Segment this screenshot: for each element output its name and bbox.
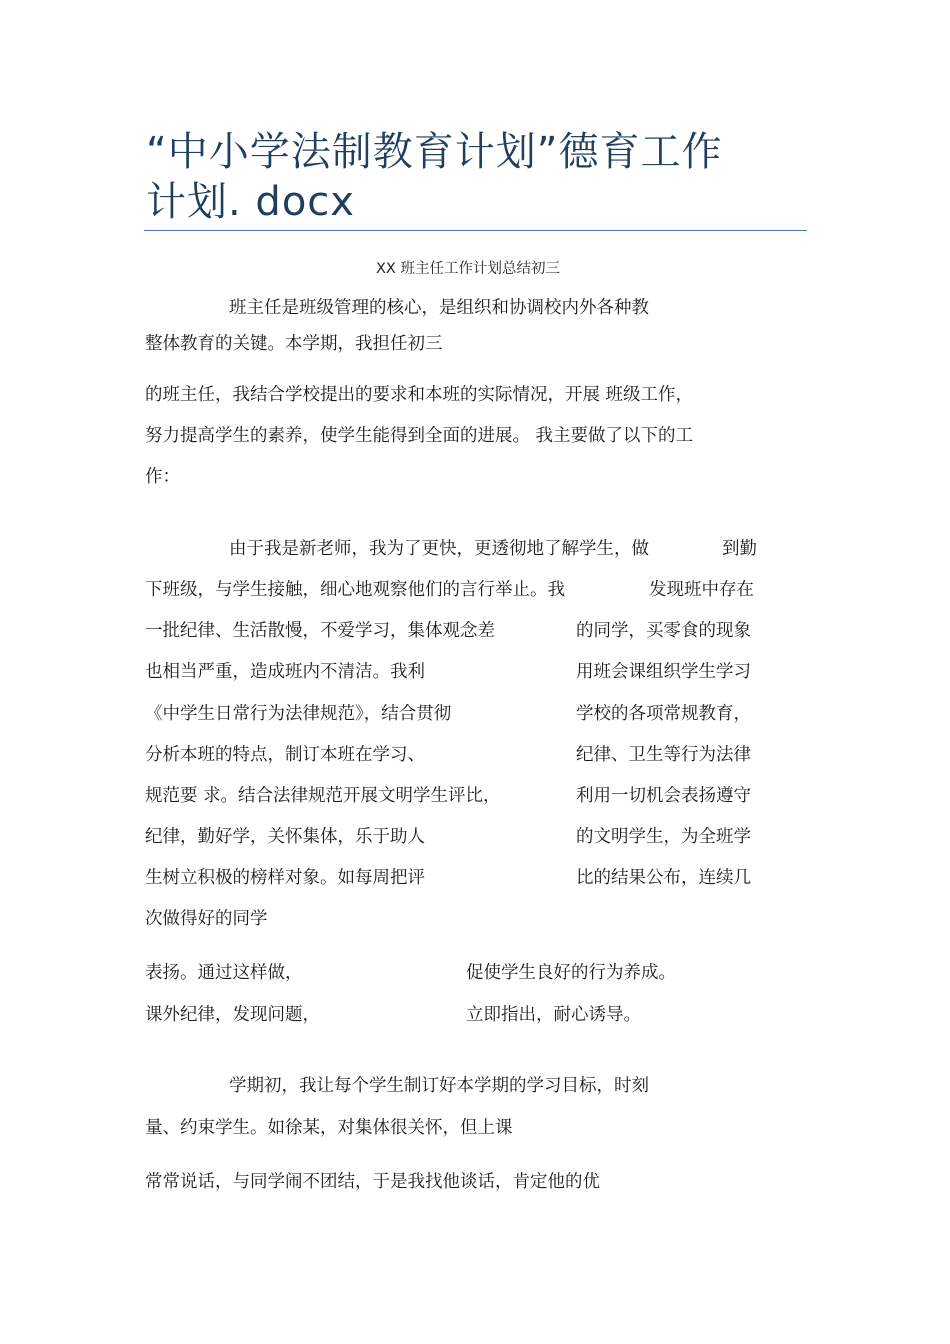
title-divider xyxy=(144,230,807,231)
paragraph-2-line-right: 的文明学生，为全班学 xyxy=(576,827,751,847)
paragraph-3-line-left: 表扬。通过这样做， xyxy=(145,963,303,983)
paragraph-3-line-left: 课外纪律，发现问题， xyxy=(145,1005,320,1025)
paragraph-3-line-right: 立即指出，耐心诱导。 xyxy=(466,1005,641,1025)
paragraph-2-line-left: 生树立积极的榜样对象。如每周把评 xyxy=(145,868,425,888)
document-title-line-2: 计划. docx xyxy=(146,179,355,225)
paragraph-2-line-left: 也相当严重，造成班内不清洁。我利 xyxy=(145,662,425,682)
paragraph-1-line: 的班主任，我结合学校提出的要求和本班的实际情况，开展 班级工作， xyxy=(145,385,694,405)
paragraph-1-line: 作： xyxy=(145,467,180,487)
paragraph-2-line-right: 学校的各项常规教育， xyxy=(576,704,751,724)
paragraph-2-line-right: 用班会课组织学生学习 xyxy=(576,662,751,682)
paragraph-4-line: 常常说话，与同学闹不团结，于是我找他谈话，肯定他的优 xyxy=(145,1172,600,1192)
paragraph-1-line: 整体教育的关键。本学期，我担任初三 xyxy=(145,334,443,354)
paragraph-3-line-right: 促使学生良好的行为养成。 xyxy=(466,963,676,983)
paragraph-1-line: 班主任是班级管理的核心，是组织和协调校内外各种教 xyxy=(229,298,649,318)
paragraph-2-line-left: 次做得好的同学 xyxy=(145,909,268,929)
paragraph-2-line-right: 的同学，买零食的现象 xyxy=(576,621,751,641)
paragraph-2-line-left: 一批纪律、生活散慢，不爱学习，集体观念差 xyxy=(145,621,495,641)
paragraph-2-line-left: 分析本班的特点，制订本班在学习、 xyxy=(145,745,425,765)
paragraph-4-line: 量、约束学生。如徐某，对集体很关怀，但上课 xyxy=(145,1118,513,1138)
paragraph-2-line-left: 由于我是新老师，我为了更快，更透彻地了解学生，做 xyxy=(229,539,649,559)
paragraph-2-line-right: 纪律、卫生等行为法律 xyxy=(576,745,751,765)
paragraph-2-line-left: 规范要 求。结合法律规范开展文明学生评比， xyxy=(145,786,501,806)
paragraph-2-line-right: 发现班中存在 xyxy=(649,580,754,600)
paragraph-2-line-left: 下班级，与学生接触，细心地观察他们的言行举止。我 xyxy=(145,580,565,600)
paragraph-2-line-right: 比的结果公布，连续几 xyxy=(576,868,751,888)
document-title-line-1: “中小学法制教育计划”德育工作 xyxy=(146,129,723,175)
paragraph-2-line-left: 纪律，勤好学，关怀集体，乐于助人 xyxy=(145,827,425,847)
paragraph-2-line-right: 利用一切机会表扬遵守 xyxy=(576,786,751,806)
paragraph-2-line-left: 《中学生日常行为法律规范》，结合贯彻 xyxy=(145,704,452,724)
paragraph-4-line: 学期初，我让每个学生制订好本学期的学习目标，时刻 xyxy=(229,1076,649,1096)
paragraph-1-line: 努力提高学生的素养，使学生能得到全面的进展。 我主要做了以下的工 xyxy=(145,426,694,446)
paragraph-2-line-right: 到勤 xyxy=(722,539,757,559)
document-subtitle: XX 班主任工作计划总结初三 xyxy=(376,261,560,277)
